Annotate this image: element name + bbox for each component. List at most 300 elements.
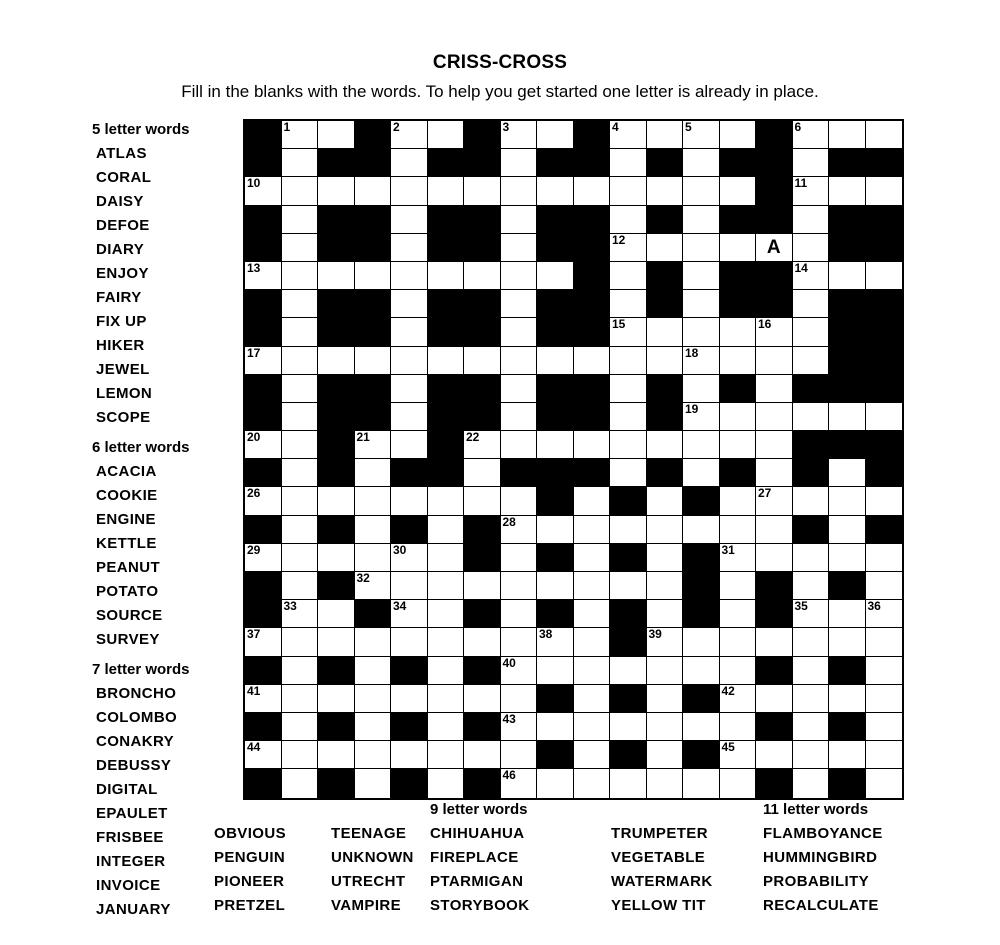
grid-cell[interactable] [683, 177, 720, 205]
grid-cell[interactable] [610, 572, 647, 600]
grid-cell[interactable] [355, 431, 392, 459]
grid-cell[interactable] [282, 121, 319, 149]
grid-cell[interactable] [683, 234, 720, 262]
grid-cell[interactable] [647, 685, 684, 713]
grid-cell[interactable] [464, 685, 501, 713]
grid-cell[interactable] [610, 713, 647, 741]
grid-cell[interactable] [464, 431, 501, 459]
grid-cell[interactable] [683, 657, 720, 685]
grid-cell[interactable] [245, 685, 282, 713]
word-item[interactable]: PTARMIGAN [430, 873, 524, 890]
grid-cell[interactable] [574, 600, 611, 628]
grid-cell[interactable] [355, 741, 392, 769]
grid-cell[interactable] [829, 600, 866, 628]
grid-cell[interactable] [464, 741, 501, 769]
word-item[interactable]: SCOPE [96, 409, 151, 426]
word-item[interactable]: OBVIOUS [214, 825, 286, 842]
word-item[interactable]: CONAKRY [96, 733, 175, 750]
grid-cell[interactable] [574, 347, 611, 375]
grid-cell[interactable] [720, 516, 757, 544]
grid-cell[interactable] [428, 347, 465, 375]
grid-cell[interactable] [756, 628, 793, 656]
grid-cell[interactable] [720, 600, 757, 628]
grid-cell[interactable] [720, 544, 757, 572]
grid-cell[interactable] [391, 177, 428, 205]
grid-cell[interactable] [756, 516, 793, 544]
grid-cell[interactable] [829, 459, 866, 487]
word-item[interactable]: YELLOW TIT [611, 897, 706, 914]
grid-cell[interactable] [464, 347, 501, 375]
grid-cell[interactable] [501, 628, 538, 656]
grid-cell[interactable] [501, 375, 538, 403]
grid-cell[interactable] [464, 459, 501, 487]
grid-cell[interactable] [501, 769, 538, 797]
grid-cell[interactable] [720, 177, 757, 205]
word-item[interactable]: PROBABILITY [763, 873, 870, 890]
grid-cell[interactable] [501, 177, 538, 205]
grid-cell[interactable] [683, 347, 720, 375]
grid-cell[interactable] [282, 544, 319, 572]
grid-cell[interactable] [574, 544, 611, 572]
grid-cell[interactable] [574, 177, 611, 205]
grid-cell[interactable] [355, 628, 392, 656]
grid-cell[interactable] [501, 713, 538, 741]
grid-cell[interactable] [574, 516, 611, 544]
grid-cell[interactable] [464, 572, 501, 600]
grid-cell[interactable] [391, 262, 428, 290]
grid-cell[interactable] [537, 347, 574, 375]
word-item[interactable]: PENGUIN [214, 849, 286, 866]
grid-cell[interactable] [829, 516, 866, 544]
grid-cell[interactable] [793, 149, 830, 177]
grid-cell[interactable] [683, 431, 720, 459]
grid-cell[interactable] [318, 685, 355, 713]
grid-cell[interactable] [501, 206, 538, 234]
grid-cell[interactable] [610, 347, 647, 375]
word-item[interactable]: FRISBEE [96, 829, 164, 846]
grid-cell[interactable] [391, 431, 428, 459]
grid-cell[interactable] [793, 403, 830, 431]
grid-cell[interactable] [391, 403, 428, 431]
grid-cell[interactable] [610, 318, 647, 346]
grid-cell[interactable] [683, 290, 720, 318]
grid-cell[interactable] [428, 262, 465, 290]
grid-cell[interactable] [793, 628, 830, 656]
grid-cell[interactable] [610, 234, 647, 262]
grid-cell[interactable] [318, 544, 355, 572]
grid-cell[interactable] [282, 628, 319, 656]
grid-cell[interactable] [683, 403, 720, 431]
grid-cell[interactable] [647, 516, 684, 544]
grid-cell[interactable] [756, 431, 793, 459]
grid-cell[interactable] [537, 769, 574, 797]
grid-cell[interactable] [793, 572, 830, 600]
grid-cell[interactable] [318, 262, 355, 290]
grid-cell[interactable] [866, 769, 903, 797]
grid-cell[interactable] [391, 347, 428, 375]
grid-cell[interactable] [793, 234, 830, 262]
grid-cell[interactable] [610, 177, 647, 205]
grid-cell[interactable] [647, 318, 684, 346]
grid-cell[interactable] [756, 234, 793, 262]
grid-cell[interactable] [464, 262, 501, 290]
grid-cell[interactable] [866, 487, 903, 515]
grid-cell[interactable] [501, 600, 538, 628]
word-item[interactable]: JEWEL [96, 361, 150, 378]
grid-cell[interactable] [610, 206, 647, 234]
grid-cell[interactable] [501, 318, 538, 346]
grid-cell[interactable] [391, 290, 428, 318]
grid-cell[interactable] [537, 516, 574, 544]
grid-cell[interactable] [318, 628, 355, 656]
grid-cell[interactable] [610, 769, 647, 797]
grid-cell[interactable] [245, 262, 282, 290]
grid-cell[interactable] [829, 262, 866, 290]
word-item[interactable]: STORYBOOK [430, 897, 530, 914]
word-item[interactable]: CORAL [96, 169, 152, 186]
grid-cell[interactable] [720, 431, 757, 459]
grid-cell[interactable] [355, 487, 392, 515]
grid-cell[interactable] [793, 206, 830, 234]
grid-cell[interactable] [829, 741, 866, 769]
grid-cell[interactable] [720, 769, 757, 797]
grid-cell[interactable] [428, 713, 465, 741]
grid-cell[interactable] [537, 177, 574, 205]
grid-cell[interactable] [464, 177, 501, 205]
grid-cell[interactable] [793, 685, 830, 713]
grid-cell[interactable] [355, 713, 392, 741]
grid-cell[interactable] [428, 487, 465, 515]
grid-cell[interactable] [866, 685, 903, 713]
grid-cell[interactable] [428, 177, 465, 205]
grid-cell[interactable] [282, 347, 319, 375]
grid-cell[interactable] [866, 544, 903, 572]
grid-cell[interactable] [683, 121, 720, 149]
grid-cell[interactable] [391, 544, 428, 572]
grid-cell[interactable] [683, 628, 720, 656]
grid-cell[interactable] [537, 572, 574, 600]
grid-cell[interactable] [428, 685, 465, 713]
grid-cell[interactable] [720, 657, 757, 685]
word-item[interactable]: VAMPIRE [331, 897, 402, 914]
grid-cell[interactable] [282, 459, 319, 487]
grid-cell[interactable] [501, 121, 538, 149]
word-item[interactable]: TRUMPETER [611, 825, 708, 842]
grid-cell[interactable] [720, 403, 757, 431]
word-item[interactable]: EPAULET [96, 805, 168, 822]
grid-cell[interactable] [282, 713, 319, 741]
grid-cell[interactable] [428, 516, 465, 544]
grid-cell[interactable] [428, 121, 465, 149]
grid-cell[interactable] [610, 657, 647, 685]
grid-cell[interactable] [391, 234, 428, 262]
grid-cell[interactable] [610, 375, 647, 403]
word-item[interactable]: FIREPLACE [430, 849, 519, 866]
word-item[interactable]: HUMMINGBIRD [763, 849, 878, 866]
grid-cell[interactable] [866, 177, 903, 205]
grid-cell[interactable] [355, 177, 392, 205]
grid-cell[interactable] [501, 487, 538, 515]
grid-cell[interactable] [428, 741, 465, 769]
grid-cell[interactable] [756, 318, 793, 346]
grid-cell[interactable] [793, 769, 830, 797]
grid-cell[interactable] [391, 600, 428, 628]
grid-cell[interactable] [537, 431, 574, 459]
grid-cell[interactable] [501, 262, 538, 290]
grid-cell[interactable] [866, 262, 903, 290]
grid-cell[interactable] [866, 121, 903, 149]
grid-cell[interactable] [391, 149, 428, 177]
word-item[interactable]: ENJOY [96, 265, 149, 282]
grid-cell[interactable] [829, 628, 866, 656]
grid-cell[interactable] [610, 262, 647, 290]
grid-cell[interactable] [683, 262, 720, 290]
grid-cell[interactable] [574, 769, 611, 797]
grid-cell[interactable] [829, 403, 866, 431]
word-item[interactable]: UTRECHT [331, 873, 406, 890]
word-item[interactable]: DEFOE [96, 217, 150, 234]
grid-cell[interactable] [647, 431, 684, 459]
grid-cell[interactable] [574, 431, 611, 459]
word-item[interactable]: PEANUT [96, 559, 161, 576]
grid-cell[interactable] [501, 685, 538, 713]
grid-cell[interactable] [318, 347, 355, 375]
grid-cell[interactable] [647, 234, 684, 262]
word-item[interactable]: RECALCULATE [763, 897, 879, 914]
grid-cell[interactable] [647, 177, 684, 205]
grid-cell[interactable] [720, 628, 757, 656]
grid-cell[interactable] [793, 347, 830, 375]
grid-cell[interactable] [866, 600, 903, 628]
grid-cell[interactable] [355, 262, 392, 290]
grid-cell[interactable] [793, 741, 830, 769]
grid-cell[interactable] [866, 657, 903, 685]
grid-cell[interactable] [428, 657, 465, 685]
word-item[interactable]: DIGITAL [96, 781, 158, 798]
grid-cell[interactable] [428, 769, 465, 797]
grid-cell[interactable] [793, 318, 830, 346]
grid-cell[interactable] [537, 713, 574, 741]
grid-cell[interactable] [610, 121, 647, 149]
grid-cell[interactable] [245, 628, 282, 656]
grid-cell[interactable] [647, 572, 684, 600]
grid-cell[interactable] [391, 375, 428, 403]
word-item[interactable]: KETTLE [96, 535, 157, 552]
grid-cell[interactable] [501, 149, 538, 177]
grid-cell[interactable] [355, 459, 392, 487]
grid-cell[interactable] [355, 657, 392, 685]
grid-cell[interactable] [245, 544, 282, 572]
grid-cell[interactable] [683, 149, 720, 177]
grid-cell[interactable] [282, 516, 319, 544]
grid-cell[interactable] [756, 741, 793, 769]
word-item[interactable]: FAIRY [96, 289, 142, 306]
grid-cell[interactable] [318, 741, 355, 769]
crossword-grid[interactable] [243, 119, 904, 800]
grid-cell[interactable] [610, 290, 647, 318]
grid-cell[interactable] [683, 713, 720, 741]
grid-cell[interactable] [501, 741, 538, 769]
word-item[interactable]: COOKIE [96, 487, 158, 504]
grid-cell[interactable] [245, 177, 282, 205]
grid-cell[interactable] [829, 544, 866, 572]
grid-cell[interactable] [720, 234, 757, 262]
grid-cell[interactable] [720, 121, 757, 149]
grid-cell[interactable] [537, 628, 574, 656]
word-item[interactable]: DIARY [96, 241, 145, 258]
grid-cell[interactable] [866, 572, 903, 600]
grid-cell[interactable] [793, 487, 830, 515]
grid-cell[interactable] [720, 347, 757, 375]
grid-cell[interactable] [501, 431, 538, 459]
grid-cell[interactable] [355, 572, 392, 600]
word-item[interactable]: INVOICE [96, 877, 161, 894]
grid-cell[interactable] [610, 516, 647, 544]
grid-cell[interactable] [574, 487, 611, 515]
grid-cell[interactable] [829, 177, 866, 205]
grid-cell[interactable] [245, 741, 282, 769]
grid-cell[interactable] [355, 347, 392, 375]
word-item[interactable]: ACACIA [96, 463, 157, 480]
grid-cell[interactable] [610, 431, 647, 459]
grid-cell[interactable] [282, 290, 319, 318]
word-item[interactable]: TEENAGE [331, 825, 407, 842]
grid-cell[interactable] [391, 741, 428, 769]
grid-cell[interactable] [793, 262, 830, 290]
word-item[interactable]: LEMON [96, 385, 153, 402]
grid-cell[interactable] [610, 459, 647, 487]
grid-cell[interactable] [793, 713, 830, 741]
grid-cell[interactable] [318, 487, 355, 515]
grid-cell[interactable] [282, 769, 319, 797]
grid-cell[interactable] [756, 459, 793, 487]
grid-cell[interactable] [501, 347, 538, 375]
word-item[interactable]: DEBUSSY [96, 757, 172, 774]
grid-cell[interactable] [391, 487, 428, 515]
grid-cell[interactable] [756, 685, 793, 713]
grid-cell[interactable] [574, 572, 611, 600]
grid-cell[interactable] [574, 685, 611, 713]
word-item[interactable]: INTEGER [96, 853, 166, 870]
grid-cell[interactable] [829, 487, 866, 515]
grid-cell[interactable] [428, 628, 465, 656]
word-item[interactable]: PIONEER [214, 873, 285, 890]
grid-cell[interactable] [683, 206, 720, 234]
grid-cell[interactable] [318, 177, 355, 205]
grid-cell[interactable] [245, 347, 282, 375]
grid-cell[interactable] [391, 121, 428, 149]
word-item[interactable]: JANUARY [96, 901, 171, 918]
grid-cell[interactable] [610, 403, 647, 431]
grid-cell[interactable] [720, 572, 757, 600]
grid-cell[interactable] [282, 657, 319, 685]
grid-cell[interactable] [282, 572, 319, 600]
grid-cell[interactable] [501, 657, 538, 685]
grid-cell[interactable] [282, 206, 319, 234]
grid-cell[interactable] [428, 544, 465, 572]
grid-cell[interactable] [683, 516, 720, 544]
grid-cell[interactable] [610, 149, 647, 177]
grid-cell[interactable] [720, 741, 757, 769]
grid-cell[interactable] [282, 431, 319, 459]
grid-cell[interactable] [756, 403, 793, 431]
grid-cell[interactable] [647, 347, 684, 375]
grid-cell[interactable] [537, 262, 574, 290]
grid-cell[interactable] [501, 572, 538, 600]
grid-cell[interactable] [282, 177, 319, 205]
grid-cell[interactable] [647, 487, 684, 515]
grid-cell[interactable] [647, 769, 684, 797]
grid-cell[interactable] [720, 713, 757, 741]
grid-cell[interactable] [282, 318, 319, 346]
grid-cell[interactable] [866, 713, 903, 741]
grid-cell[interactable] [793, 600, 830, 628]
grid-cell[interactable] [574, 713, 611, 741]
grid-cell[interactable] [793, 121, 830, 149]
word-item[interactable]: BRONCHO [96, 685, 177, 702]
grid-cell[interactable] [537, 657, 574, 685]
grid-cell[interactable] [829, 685, 866, 713]
word-item[interactable]: VEGETABLE [611, 849, 706, 866]
word-item[interactable]: ATLAS [96, 145, 147, 162]
word-item[interactable]: FLAMBOYANCE [763, 825, 883, 842]
grid-cell[interactable] [683, 318, 720, 346]
word-item[interactable]: CHIHUAHUA [430, 825, 525, 842]
grid-cell[interactable] [756, 544, 793, 572]
grid-cell[interactable] [282, 685, 319, 713]
grid-cell[interactable] [647, 741, 684, 769]
grid-cell[interactable] [647, 544, 684, 572]
grid-cell[interactable] [501, 234, 538, 262]
grid-cell[interactable] [318, 121, 355, 149]
grid-cell[interactable] [683, 769, 720, 797]
grid-cell[interactable] [793, 544, 830, 572]
grid-cell[interactable] [647, 121, 684, 149]
grid-cell[interactable] [756, 487, 793, 515]
grid-cell[interactable] [866, 628, 903, 656]
grid-cell[interactable] [793, 177, 830, 205]
grid-cell[interactable] [355, 685, 392, 713]
grid-cell[interactable] [391, 685, 428, 713]
grid-cell[interactable] [391, 206, 428, 234]
word-item[interactable]: SOURCE [96, 607, 163, 624]
grid-cell[interactable] [501, 516, 538, 544]
grid-cell[interactable] [647, 628, 684, 656]
word-item[interactable]: FIX UP [96, 313, 147, 330]
grid-cell[interactable] [683, 375, 720, 403]
word-item[interactable]: UNKNOWN [331, 849, 414, 866]
grid-cell[interactable] [501, 544, 538, 572]
grid-cell[interactable] [793, 290, 830, 318]
grid-cell[interactable] [282, 149, 319, 177]
grid-cell[interactable] [428, 600, 465, 628]
grid-cell[interactable] [245, 431, 282, 459]
grid-cell[interactable] [282, 487, 319, 515]
grid-cell[interactable] [282, 600, 319, 628]
grid-cell[interactable] [464, 487, 501, 515]
grid-cell[interactable] [355, 769, 392, 797]
grid-cell[interactable] [501, 403, 538, 431]
grid-cell[interactable] [829, 121, 866, 149]
grid-cell[interactable] [756, 347, 793, 375]
grid-cell[interactable] [720, 685, 757, 713]
grid-cell[interactable] [683, 459, 720, 487]
grid-cell[interactable] [391, 572, 428, 600]
grid-cell[interactable] [647, 713, 684, 741]
grid-cell[interactable] [355, 544, 392, 572]
grid-cell[interactable] [391, 628, 428, 656]
grid-cell[interactable] [866, 403, 903, 431]
